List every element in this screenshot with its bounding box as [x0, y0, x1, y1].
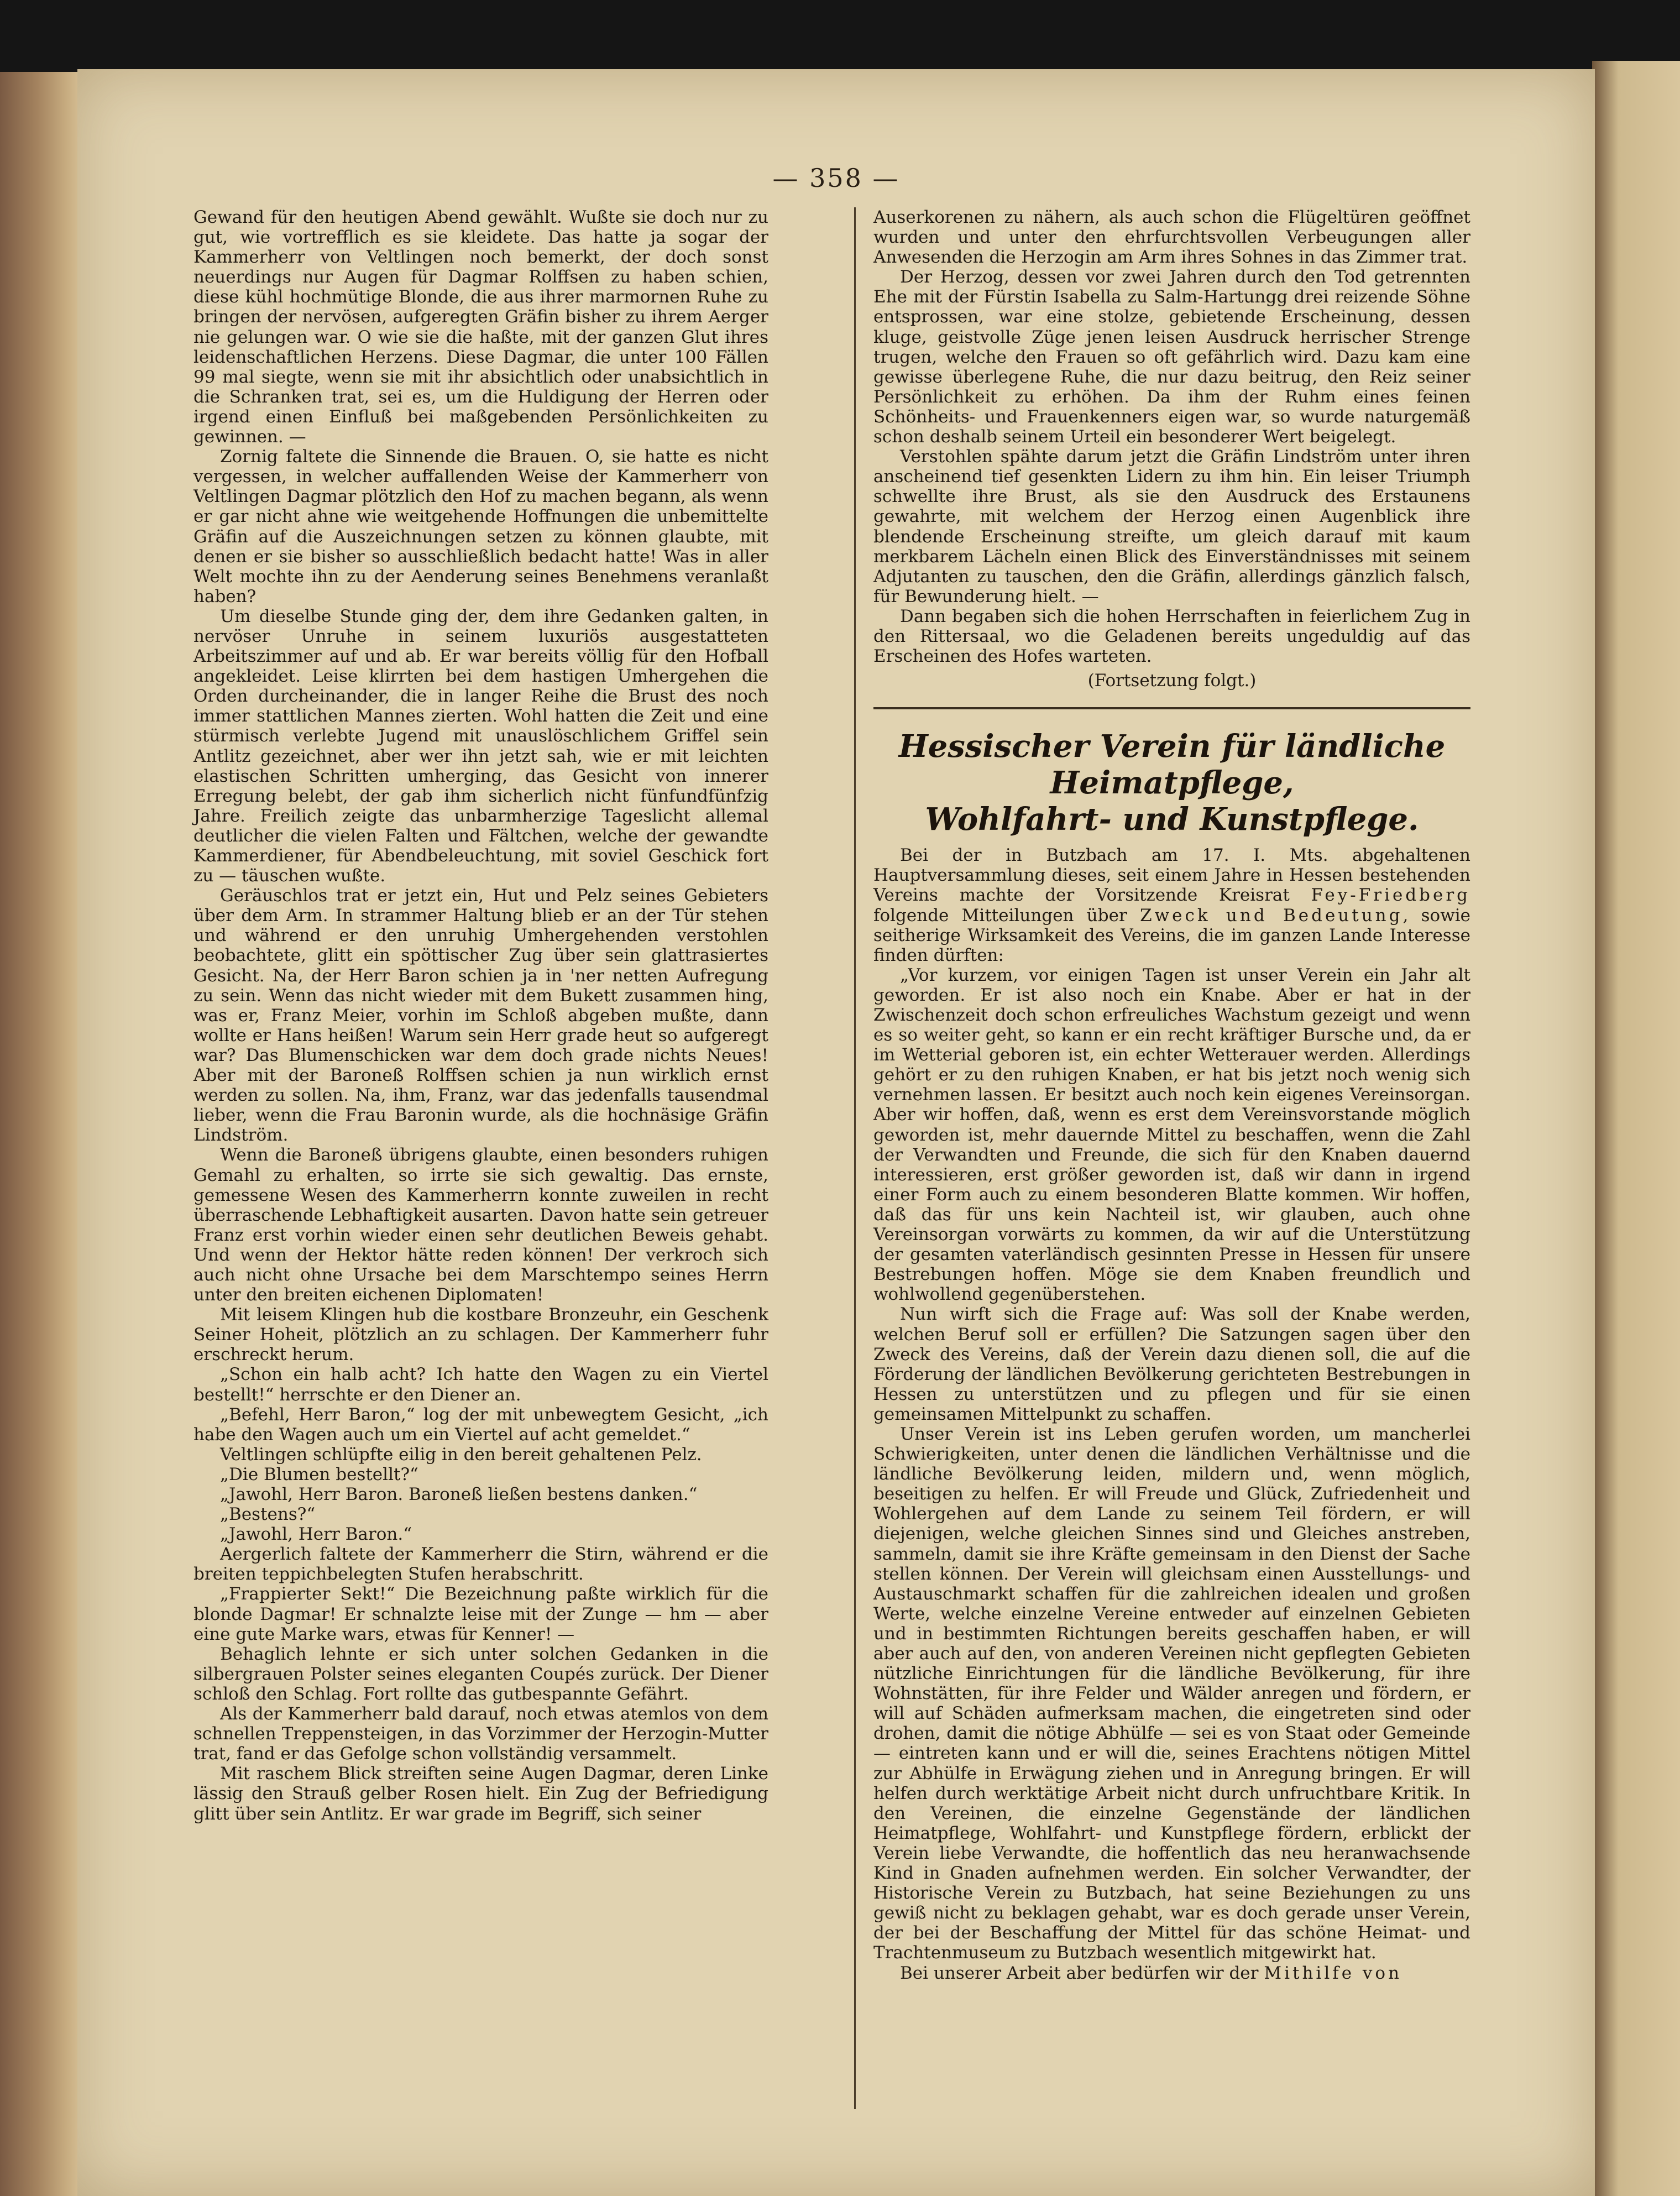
- section-divider: [873, 707, 1470, 709]
- paragraph: Veltlingen schlüpfte eilig in den bereit gehaltenen Pelz.: [220, 1444, 702, 1465]
- dialogue-line: „Schon ein halb acht? Ich hatte den Wagen zu ein Viertel bestellt!“ herrschte er den Diener an.: [193, 1364, 768, 1405]
- speaker-name: Fey-Friedberg: [1311, 885, 1470, 906]
- paragraph: Aergerlich faltete der Kammerherr die Stirn, während er die breiten teppichbelegten Stufen herabschritt.: [193, 1544, 768, 1585]
- dialogue-line: „Die Blumen bestellt?“: [220, 1464, 418, 1484]
- newspaper-page: [77, 69, 1595, 2196]
- paragraph: Gewand für den heutigen Abend gewählt. Wußte sie doch nur zu gut, wie vortrefflich es sie kleidete. Das hatte ja sogar der Kammerherr von Veltlingen noch bemerkt, der doch sonst neuerdings nur Augen für Dagmar Rolffsen zu haben schien, diese kühl hochmütige Blonde, die aus ihrer marmornen Ruhe zu bringen der nervösen, aufgeregten Gräfin bisher zu ihrem Aerger nie gelungen war. O wie sie die haßte, mit der ganzen Glut ihres leidenschaftlichen Herzens. Diese Dagmar, die unter 100 Fällen 99 mal siegte, wenn sie mit ihr absichtlich oder unabsichtlich in die Schranken trat, sei es, um die Huldigung der Herren oder irgend einen Einfluß bei maßgebenden Persönlichkeiten zu gewinnen. —: [193, 207, 768, 447]
- paragraph: Um dieselbe Stunde ging der, dem ihre Gedanken galten, in nervöser Unruhe in seinem luxuriös ausgestatteten Arbeitszimmer auf und ab. Er war bereits völlig für den Hofball angekleidet. Leise klirrten bei dem hastigen Umhergehen die Orden durcheinander, die in langer Reihe die Brust des noch immer stattlichen Mannes zierten. Wohl hatten die Zeit und eine stürmisch verlebte Jugend mit unauslöschlichem Griffel sein Antlitz gezeichnet, aber wer ihn jetzt sah, wie er mit leichten elastischen Schritten umherging, das Gesicht von innerer Erregung belebt, der gab ihm sicherlich nicht fünfundfünfzig Jahre. Freilich zeigte das unbarmherzige Tageslicht allemal deutlicher die vielen Falten und Fältchen, welche der gewandte Kammerdiener, für Abendbeleuchtung, mit soviel Geschick fort zu — täuschen wußte.: [193, 606, 768, 886]
- paragraph: Mit raschem Blick streiften seine Augen Dagmar, deren Linke lässig den Strauß gelber Rosen hielt. Ein Zug der Befriedigung glitt über sein Antlitz. Er war grade im Begriff, sich seiner: [193, 1764, 768, 1824]
- paragraph-text: Bei unserer Arbeit aber bedürfen wir der: [900, 1963, 1264, 1983]
- dialogue-line: „Bestens?“: [220, 1504, 316, 1525]
- to-be-continued: (Fortsetzung folgt.): [1087, 671, 1257, 691]
- paragraph: Als der Kammerherr bald darauf, noch etwas atemlos von dem schnellen Treppensteigen, in das Vorzimmer der Herzogin-Mutter trat, fand er das Gefolge schon vollständig versammelt.: [193, 1704, 768, 1764]
- dialogue-line: „Befehl, Herr Baron,“ log der mit unbewegtem Gesicht, „ich habe den Wagen auch um ein Viertel auf acht gemeldet.“: [193, 1404, 768, 1445]
- article-title: [873, 728, 1470, 838]
- paragraph: „Vor kurzem, vor einigen Tagen ist unser Verein ein Jahr alt geworden. Er ist also noch ein Knabe. Aber er hat in der Zwischenzeit doch schon erfreuliches Wachstum gezeigt und wenn es so weiter geht, so kann er ein recht kräftiger Bursche und, da er im Wetterial geboren ist, ein echter Wetterauer werden. Allerdings gehört er zu den ruhigen Knaben, er hat bis jetzt noch wenig sich vernehmen lassen. Er besitzt auch noch kein eigenes Vereinsorgan. Aber wir hoffen, daß, wenn es erst dem Vereinsvorstande möglich geworden ist, mehr dauernde Mittel zu beschaffen, wenn die Zahl der Verwandten und Freunde, die sich für den Knaben dauernd interessieren, erst größer geworden ist, daß wir dann in irgend einer Form auch zu einem besonderen Blatte kommen. Wir hoffen, daß das für uns kein Nachteil ist, wir glauben, auch ohne Vereinsorgan vorwärts zu kommen, da wir auf die Unterstützung der gesamten vaterländisch gesinnten Presse in Hessen für unsere Bestrebungen hoffen. Möge sie dem Knaben freundlich und wohlwollend gegenüberstehen.: [873, 965, 1470, 1305]
- paragraph: Auserkorenen zu nähern, als auch schon die Flügeltüren geöffnet wurden und unter den ehrfurchtsvollen Verbeugungen aller Anwesenden die Herzogin am Arm ihres Sohnes in das Zimmer trat.: [873, 207, 1470, 268]
- article-intro: [873, 845, 1470, 965]
- paragraph: [873, 1963, 1470, 1983]
- paragraph: Behaglich lehnte er sich unter solchen Gedanken in die silbergrauen Polster seines eleganten Coupés zurück. Der Diener schloß den Schlag. Fort rollte das gutbespannte Gefährt.: [193, 1644, 768, 1704]
- intro-text: , sowie seitherige Wirksamkeit des Vereins, die im ganzen Lande Interesse finden dürften:: [873, 905, 1471, 965]
- paragraph: Zornig faltete die Sinnende die Brauen. O, sie hatte es nicht vergessen, in welcher auffallenden Weise der Kammerherr von Veltlingen Dagmar plötzlich den Hof zu machen begann, als wenn er gar nicht ahne wie weitgehende Hoffnungen die unbemittelte Gräfin auf die Auszeichnungen setzen zu können glaubte, mit denen er sie bisher so ausschließlich bedacht hatte! Was in aller Welt mochte ihn zu der Aenderung seines Benehmens veranlaßt haben?: [193, 447, 768, 606]
- paragraph: Unser Verein ist ins Leben gerufen worden, um mancherlei Schwierigkeiten, unter denen die ländlichen Verhältnisse und die ländliche Bevölkerung leiden, mildern und, wenn möglich, beseitigen zu helfen. Er will Freude und Glück, Zufriedenheit und Wohlergehen auf dem Lande zu seinem Teil fördern, er will diejenigen, welche gleichen Sinnes sind und Gleiches anstreben, sammeln, damit sie ihre Kräfte gemeinsam in den Dienst der Sache stellen können. Der Verein will gleichsam einen Ausstellungs- und Austauschmarkt schaffen für die zahlreichen idealen und großen Werte, welche einzelne Vereine entweder auf einzelnen Gebieten und in bestimmten Richtungen bereits geschaffen haben, er will aber auch auf den, von anderen Vereinen nicht gepflegten Gebieten nützliche Einrichtungen für die ländliche Bevölkerung, für ihre Wohnstätten, für ihre Felder und Wälder anregen und fördern, er will auf Schäden aufmerksam machen, die eingetreten sind oder drohen, damit die nötige Abhülfe — sei es von Staat oder Gemeinde — eintreten kann und er will die, seines Erachtens nötigen Mittel zur Abhülfe in Erwägung ziehen und in Anregung bringen. Er will helfen durch werktätige Arbeit nicht durch unfruchtbare Kritik. In den Vereinen, die einzelne Gegenstände der ländlichen Heimatpflege, Wohlfahrt- und Kunstpflege fördern, erblickt der Verein liebe Verwandte, die hoffentlich das neu heranwachsende Kind in Gnaden aufnehmen werden. Ein solcher Verwandter, der Historische Verein zu Butzbach, hat seine Beziehungen zu uns gewiß nicht zu beklagen gehabt, war es doch gerade unser Verein, der bei der Beschaffung der Mittel für das schöne Heimat- und Trachtenmuseum zu Butzbach wesentlich mitgewirkt hat.: [873, 1424, 1470, 1963]
- paragraph: Wenn die Baroneß übrigens glaubte, einen besonders ruhigen Gemahl zu erhalten, so irrte sie sich gewaltig. Das ernste, gemessene Wesen des Kammerherrn konnte zuweilen in recht überraschende Lebhaftigkeit ausarten. Davon hatte sein getreuer Franz erst vorhin wieder einen sehr deutlichen Beweis gehabt. Und wenn der Hektor hätte reden können! Der verkroch sich auch nicht ohne Ursache bei dem Marschtempo seines Herrn unter den breiten eichenen Diplomaten!: [193, 1145, 768, 1305]
- left-column: [193, 207, 768, 1824]
- intro-text: Bei der in Butzbach am 17. I. Mts. abgehaltenen Hauptversammlung dieses, seit einem Jahre in Hessen bestehenden Vereins machte der Vorsitzende Kreisrat: [873, 845, 1470, 906]
- article-title-line: Wohlfahrt- und Kunstpflege.: [925, 801, 1419, 838]
- page-number: — 358 —: [772, 163, 900, 193]
- paragraph: Nun wirft sich die Frage auf: Was soll der Knabe werden, welchen Beruf soll er erfüllen? Die Satzungen sagen über den Zweck des Vereins, daß der Verein dazu dienen soll, die auf die Förderung der ländlichen Bevölkerung gerichteten Bestrebungen in Hessen zu unterstützen und zu pflegen und für sie einen gemeinsamen Mittelpunkt zu schaffen.: [873, 1304, 1470, 1424]
- article: [873, 728, 1470, 1983]
- dialogue-line: „Jawohl, Herr Baron. Baroneß ließen bestens danken.“: [220, 1484, 698, 1504]
- paragraph: Dann begaben sich die hohen Herrschaften in feierlichem Zug in den Rittersaal, wo die Geladenen bereits ungeduldig auf das Erscheinen des Hofes warteten.: [873, 606, 1470, 667]
- paragraph: Mit leisem Klingen hub die kostbare Bronzeuhr, ein Geschenk Seiner Hoheit, plötzlich an zu schlagen. Der Kammerherr fuhr erschreckt herum.: [193, 1305, 768, 1365]
- emphasized-text: Mithilfe von: [1264, 1963, 1402, 1983]
- column-divider: [854, 207, 856, 2109]
- paragraph: Verstohlen spähte darum jetzt die Gräfin Lindström unter ihren anscheinend tief gesenkten Lidern zu ihm hin. Ein leiser Triumph schwellte ihre Brust, als sie den Ausdruck des Erstaunens gewahrte, mit welchem der Herzog einen Augenblick ihre blendende Erscheinung streifte, um gleich darauf mit kaum merkbarem Lächeln einen Blick des Einverständnisses mit seinem Adjutanten zu tauschen, den die Gräfin, allerdings gänzlich falsch, für Bewunderung hielt. —: [873, 447, 1470, 606]
- intro-text: folgende Mitteilungen über: [873, 905, 1140, 926]
- dialogue-line: „Jawohl, Herr Baron.“: [220, 1524, 412, 1545]
- book-edge: [0, 72, 83, 2196]
- right-column: [873, 207, 1470, 1983]
- paragraph: Der Herzog, dessen vor zwei Jahren durch den Tod getrennten Ehe mit der Fürstin Isabella zu Salm-Hartungg drei reizende Söhne entsprossen, war eine stolze, gebietende Erscheinung, dessen kluge, geistvolle Züge jenen leisen Ausdruck herrischer Strenge trugen, welche den Frauen so oft gefährlich wird. Dazu kam eine gewisse überlegene Ruhe, die nur dazu beitrug, den Reiz seiner Persönlichkeit zu erhöhen. Da ihm der Ruhm eines feinen Schönheits- und Frauenkenners eigen war, so wurde naturgemäß schon deshalb seinem Urteil ein besonderer Wert beigelegt.: [873, 267, 1470, 447]
- paragraph: „Frappierter Sekt!“ Die Bezeichnung paßte wirklich für die blonde Dagmar! Er schnalzte leise mit der Zunge — hm — aber eine gute Marke wars, etwas für Kenner! —: [193, 1584, 768, 1644]
- emphasized-text: Zweck und Bedeutung: [1140, 905, 1403, 926]
- paragraph: Geräuschlos trat er jetzt ein, Hut und Pelz seines Gebieters über dem Arm. In strammer Haltung blieb er an der Tür stehen und während er den unruhig Umhergehenden verstohlen beobachtete, glitt ein spöttischer Zug über sein glattrasiertes Gesicht. Na, der Herr Baron schien ja in 'ner netten Aufregung zu sein. Wenn das nicht wieder mit dem Bukett zusammen hing, was er, Franz Meier, vorhin im Schloß abgeben mußte, dann wollte er Hans heißen! Warum sein Herr grade heut so aufgeregt war? Das Blumenschicken war dem doch grade nichts Neues! Aber mit der Baroneß Rolffsen schien ja nun wirklich ernst werden zu sollen. Na, ihm, Franz, war das jedenfalls tausendmal lieber, wenn die Frau Baronin wurde, als die hochnäsige Gräfin Lindström.: [193, 886, 768, 1146]
- article-title-line: Hessischer Verein für ländliche Heimatpflege,: [898, 728, 1446, 802]
- adjacent-page-edge: [1592, 61, 1680, 2196]
